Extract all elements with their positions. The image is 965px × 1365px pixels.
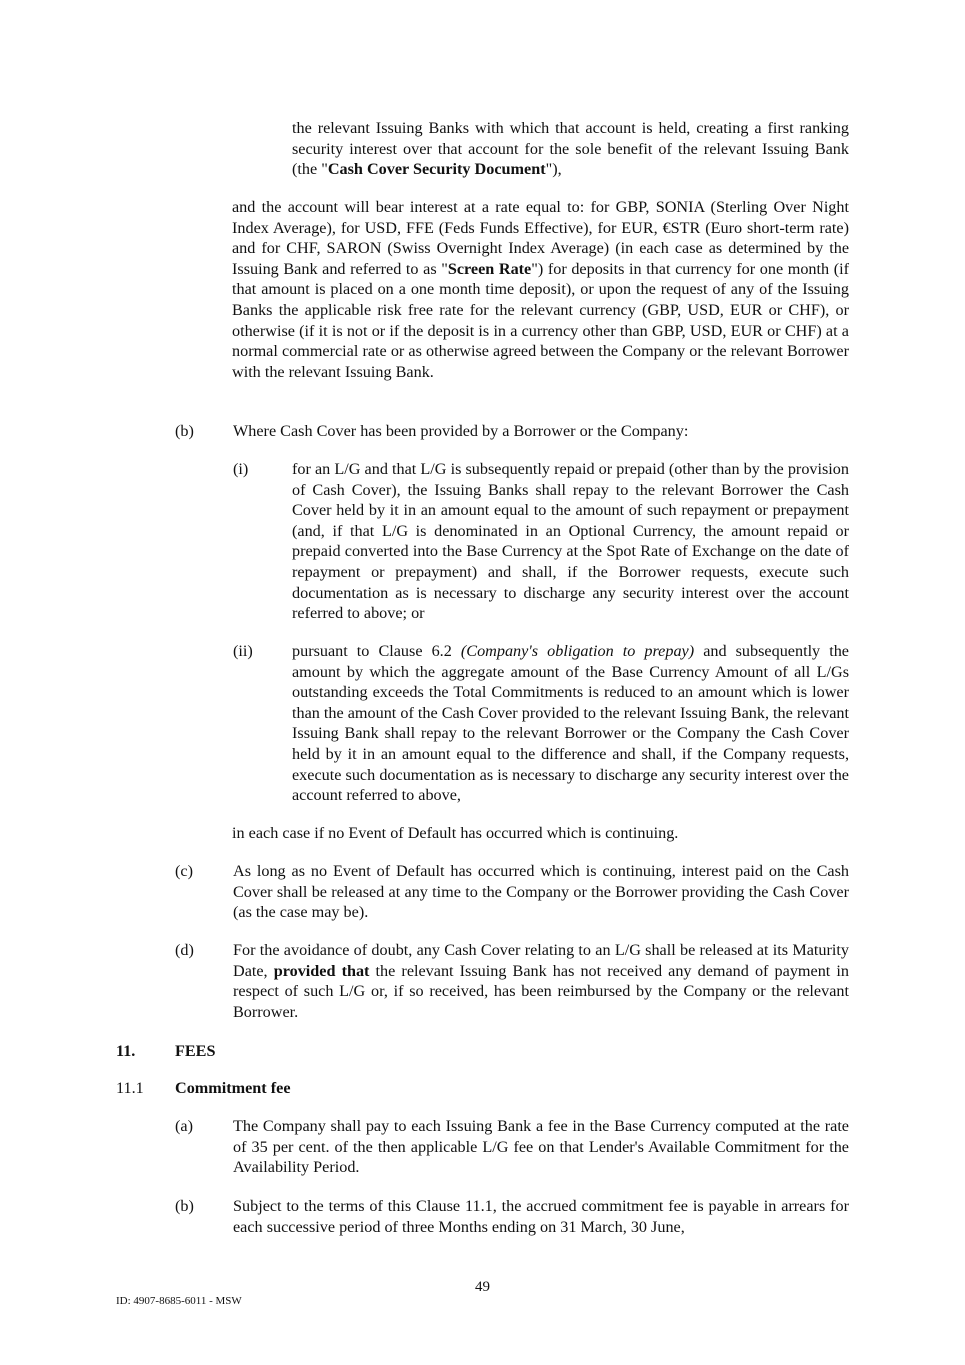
section-heading-commitment-fee: Commitment fee — [175, 1079, 291, 1097]
fee-clause-a-text: The Company shall pay to each Issuing Bank a fee in the Base Currency computed at the rate of 35 per cent. of the then applicable L/G fee on that Lender's Available Commitment for the Availability Period. — [233, 1117, 849, 1177]
section-number-11-1: 11.1 — [116, 1079, 144, 1097]
clause-label-b-i: (i) — [233, 460, 249, 478]
clause-label-d: (d) — [175, 941, 194, 959]
paragraph-in-each-case: in each case if no Event of Default has occurred which is continuing. — [232, 824, 679, 842]
fee-clause-label-b: (b) — [175, 1197, 194, 1215]
clause-d-text: For the avoidance of doubt, any Cash Cover relating to an L/G shall be released at its Maturity Date, provided that the relevant Issuing Bank has not received any demand of payment in respect of such L/G or, if so received, has been reimbursed by the Company or the relevant Borrower. — [233, 941, 849, 1021]
clause-label-c: (c) — [175, 862, 193, 880]
paragraph-cash-cover-security-document: the relevant Issuing Banks with which that account is held, creating a first ranking security interest over that account for the sole benefit of the relevant Issuing Bank (the "Cash Cover Security Document"), — [292, 119, 849, 179]
paragraph-interest-rate: and the account will bear interest at a rate equal to: for GBP, SONIA (Sterling Over Night Index Average), for USD, FFE (Feds Funds Effective), for EUR, €STR (Euro short-term rate) and for CHF, SARON (Swiss Overnight Index Average) (in each case as determined by the Issuing Bank and referred to as "Screen Rate") for deposits in that currency for one month (if that amount is placed on a one month time deposit), or upon the request of any of the Issuing Banks the applicable risk free rate for the relevant currency (GBP, USD, EUR or CHF), or otherwise (if it is not or if the deposit is in a currency other than GBP, USD, EUR or CHF) at a normal commercial rate or as otherwise agreed between the Company or the relevant Borrower with the relevant Issuing Bank. — [232, 198, 849, 381]
page-number: 49 — [475, 1279, 490, 1295]
section-number-11: 11. — [116, 1042, 136, 1060]
section-heading-fees: FEES — [175, 1042, 216, 1060]
clause-b-text: Where Cash Cover has been provided by a Borrower or the Company: — [233, 422, 689, 440]
clause-b-ii-text: pursuant to Clause 6.2 (Company's obligation to prepay) and subsequently the amount by which the aggregate amount of the Base Currency Amount of all L/Gs outstanding exceeds the Total Commitments is reduced to an amount which is lower than the amount of the Cash Cover provided to the relevant Issuing Bank, the relevant Issuing Bank shall repay to the relevant Borrower or the Company the Cash Cover held by it in an amount equal to the difference and shall, if the Company requests, execute such documentation as is necessary to discharge any security interest over the account referred to above, — [292, 642, 849, 805]
clause-b-i-text: for an L/G and that L/G is subsequently repaid or prepaid (other than by the provision of Cash Cover), the Issuing Banks shall repay to the relevant Borrower the Cash Cover held by it in an amount equal to the amount of such repayment or prepayment (and, if that L/G is denominated in an Optional Currency, the amount repaid or prepaid converted into the Base Currency at the Spot Rate of Exchange on the date of repayment or prepayment) and shall, if the Borrower requests, execute such documentation as is necessary to discharge any security interest over the account referred to above; or — [292, 460, 849, 623]
document-id: ID: 4907-8685-6011 - MSW — [116, 1295, 242, 1307]
fee-clause-label-a: (a) — [175, 1117, 193, 1135]
clause-label-b: (b) — [175, 422, 194, 440]
clause-label-b-ii: (ii) — [233, 642, 253, 660]
fee-clause-b-text: Subject to the terms of this Clause 11.1, the accrued commitment fee is payable in arrears for each successive period of three Months ending on 31 March, 30 June, — [233, 1197, 849, 1236]
clause-c-text: As long as no Event of Default has occurred which is continuing, interest paid on the Cash Cover shall be released at any time to the Company or the Borrower providing the Cash Cover (as the case may be). — [233, 862, 849, 922]
